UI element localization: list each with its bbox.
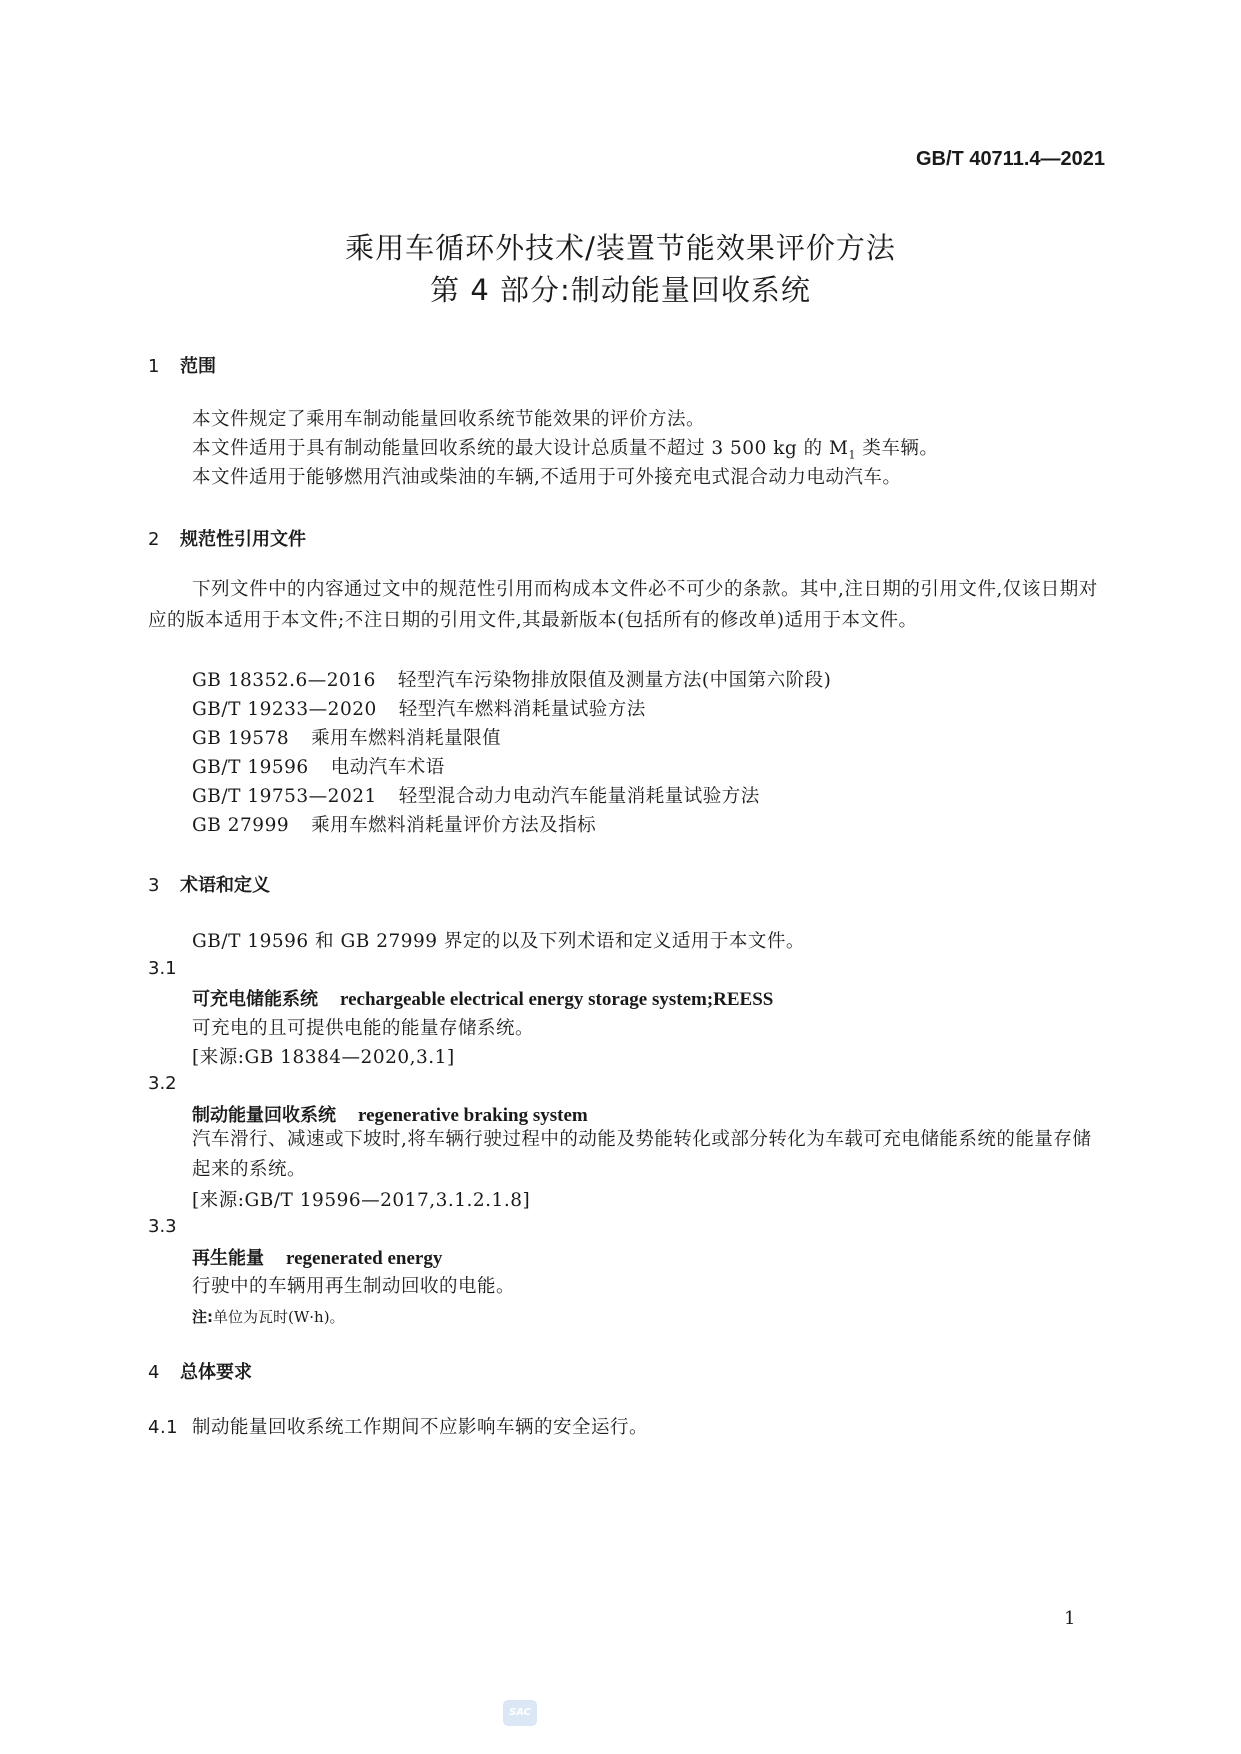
section-heading-general-requirements [148,1358,252,1384]
term-note: 注:单位为瓦时(W·h)。 [192,1308,345,1326]
term-regenerative-braking: 制动能量回收系统 regenerative braking system [192,1105,588,1126]
section-heading-normative-references [148,525,306,551]
reference-item: GB 19578 乘用车燃料消耗量限值 [192,728,502,749]
term-definition: 行驶中的车辆用再生制动回收的电能。 [192,1276,516,1297]
references-intro: 下列文件中的内容通过文中的规范性引用而构成本文件必不可少的条款。其中,注日期的引用文件,仅该日期对应的版本适用于本文件;不注日期的引用文件,其最新版本(包括所有的修改单)适用于本文件。 [148,579,1098,631]
clause-number: 3.1 [148,958,177,979]
scope-paragraph-3: 本文件适用于能够燃用汽油或柴油的车辆,不适用于可外接充电式混合动力电动汽车。 [192,467,902,488]
clause-number: 3.2 [148,1073,177,1094]
document-title-line1: 乘用车循环外技术/装置节能效果评价方法 [345,231,896,265]
clause-number: 3.3 [148,1216,177,1237]
section-title: 范围 [180,356,216,377]
sac-watermark-logo: SAC [503,1700,537,1726]
document-title-line2: 第 4 部分:制动能量回收系统 [430,273,811,307]
page-number: 1 [1064,1608,1076,1629]
term-regenerated-energy: 再生能量 regenerated energy [192,1248,443,1269]
section-title: 术语和定义 [180,875,270,896]
section-title: 总体要求 [180,1362,252,1383]
reference-item: GB 18352.6—2016 轻型汽车污染物排放限值及测量方法(中国第六阶段) [192,670,832,691]
standard-code: GB/T 40711.4—2021 [915,148,1105,170]
terms-intro: GB/T 19596 和 GB 27999 界定的以及下列术语和定义适用于本文件。 [192,931,805,952]
term-definition: 可充电的且可提供电能的能量存储系统。 [192,1018,535,1039]
term-source: [来源:GB/T 19596—2017,3.1.2.1.8] [192,1190,531,1211]
term-source: [来源:GB 18384—2020,3.1] [192,1047,455,1068]
reference-item: GB/T 19596 电动汽车术语 [192,757,445,778]
section-title: 规范性引用文件 [180,529,306,550]
term-reess: 可充电储能系统 rechargeable electrical energy storage system;REESS [192,989,774,1010]
clause-4-1: 4.1 制动能量回收系统工作期间不应影响车辆的安全运行。 [148,1417,649,1438]
reference-item: GB/T 19753—2021 轻型混合动力电动汽车能量消耗量试验方法 [192,786,760,807]
section-number: 3 [148,875,160,896]
section-heading-terms [148,871,270,897]
reference-item: GB 27999 乘用车燃料消耗量评价方法及指标 [192,815,597,836]
reference-item: GB/T 19233—2020 轻型汽车燃料消耗量试验方法 [192,699,646,720]
scope-paragraph-2: 本文件适用于具有制动能量回收系统的最大设计总质量不超过 3 500 kg 的 $M_1$ 类车辆。 [192,438,939,462]
section-number: 2 [148,529,160,550]
section-number: 4 [148,1362,160,1383]
scope-paragraph-1: 本文件规定了乘用车制动能量回收系统节能效果的评价方法。 [192,409,706,430]
section-heading-scope [148,352,216,378]
term-definition: 汽车滑行、减速或下坡时,将车辆行驶过程中的动能及势能转化或部分转化为车载可充电储能系统的能量存储起来的系统。 [192,1129,1092,1180]
section-number: 1 [148,356,160,377]
